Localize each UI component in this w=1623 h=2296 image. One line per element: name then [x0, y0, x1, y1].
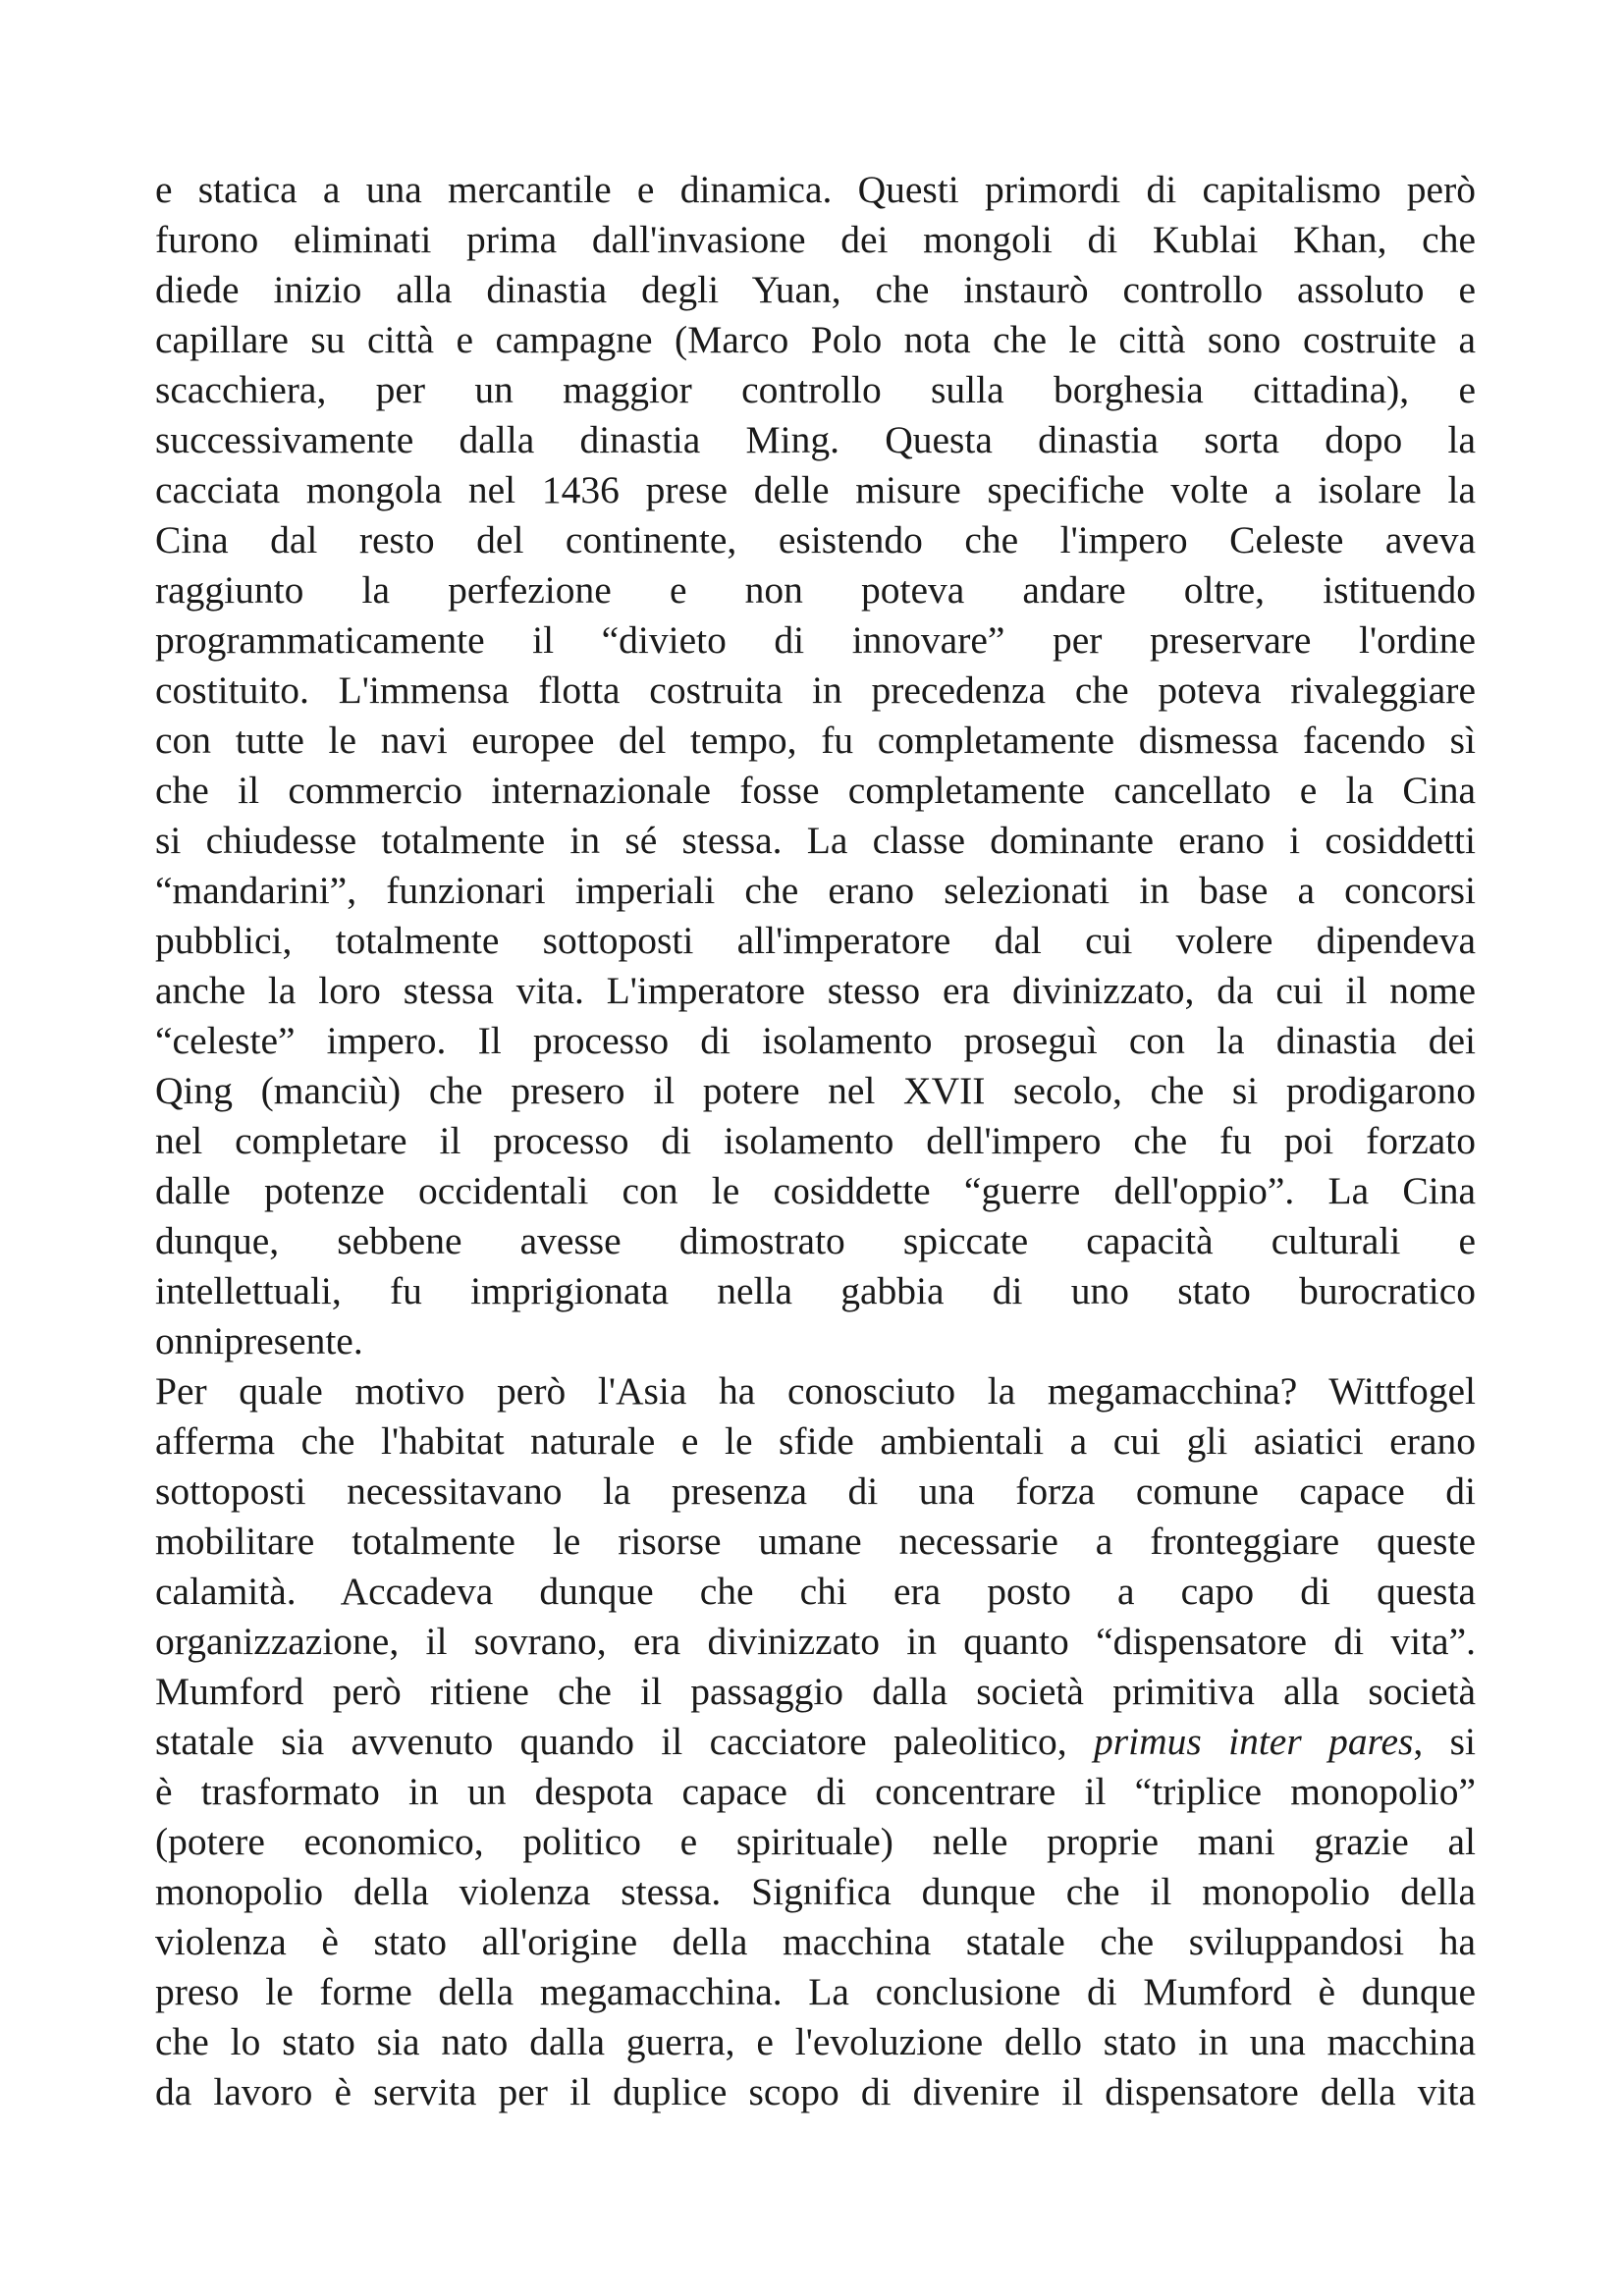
text-line: successivamente dalla dinastia Ming. Questa dinastia sorta dopo la — [155, 418, 1476, 461]
text-line: furono eliminati prima dall'invasione dei mongoli di Kublai Khan, che — [155, 218, 1476, 261]
text-line: sottoposti necessitavano la presenza di una forza comune capace di — [155, 1469, 1476, 1513]
text-line: che lo stato sia nato dalla guerra, e l'evoluzione dello stato in una macchina — [155, 2020, 1476, 2063]
text-line: Cina dal resto del continente, esistendo che l'impero Celeste aveva — [155, 518, 1476, 561]
text-line-with-italic — [155, 1717, 1476, 1767]
text-line: pubblici, totalmente sottoposti all'imperatore dal cui volere dipendeva — [155, 919, 1476, 962]
text-line: anche la loro stessa vita. L'imperatore stesso era divinizzato, da cui il nome — [155, 969, 1476, 1012]
text-segment: statale sia avvenuto quando il cacciatore paleolitico, — [155, 1720, 1094, 1763]
text-line: intellettuali, fu imprigionata nella gabbia di uno stato burocratico — [155, 1269, 1476, 1312]
text-line: raggiunto la perfezione e non poteva andare oltre, istituendo — [155, 568, 1476, 612]
text-line: cacciata mongola nel 1436 prese delle misure specifiche volte a isolare la — [155, 468, 1476, 511]
text-line: preso le forme della megamacchina. La conclusione di Mumford è dunque — [155, 1970, 1476, 2013]
text-line: scacchiera, per un maggior controllo sulla borghesia cittadina), e — [155, 368, 1476, 411]
text-line: “celeste” impero. Il processo di isolamento proseguì con la dinastia dei — [155, 1019, 1476, 1062]
text-line: costituito. L'immensa flotta costruita in precedenza che poteva rivaleggiare — [155, 668, 1476, 712]
text-line: (potere economico, politico e spirituale) nelle proprie mani grazie al — [155, 1820, 1476, 1863]
text-line: capillare su città e campagne (Marco Polo nota che le città sono costruite a — [155, 318, 1476, 361]
text-line: organizzazione, il sovrano, era divinizzato in quanto “dispensatore di vita”. — [155, 1620, 1476, 1663]
text-line: e statica a una mercantile e dinamica. Questi primordi di capitalismo però — [155, 168, 1476, 211]
text-line: Mumford però ritiene che il passaggio dalla società primitiva alla società — [155, 1670, 1476, 1713]
text-line: nel completare il processo di isolamento dell'impero che fu poi forzato — [155, 1119, 1476, 1162]
text-line: che il commercio internazionale fosse completamente cancellato e la Cina — [155, 769, 1476, 812]
text-segment: , si — [1413, 1720, 1476, 1763]
italic-phrase: primus inter pares — [1094, 1720, 1414, 1763]
text-line: afferma che l'habitat naturale e le sfide ambientali a cui gli asiatici erano — [155, 1419, 1476, 1463]
text-line: da lavoro è servita per il duplice scopo di divenire il dispensatore della vita — [155, 2070, 1476, 2113]
text-line: onnipresente. — [155, 1319, 363, 1362]
text-line: dunque, sebbene avesse dimostrato spiccate capacità culturali e — [155, 1219, 1476, 1262]
text-line: calamità. Accadeva dunque che chi era posto a capo di questa — [155, 1570, 1476, 1613]
text-line: si chiudesse totalmente in sé stessa. La classe dominante erano i cosiddetti — [155, 819, 1476, 862]
text-line: violenza è stato all'origine della macchina statale che sviluppandosi ha — [155, 1920, 1476, 1963]
text-line: mobilitare totalmente le risorse umane necessarie a fronteggiare queste — [155, 1520, 1476, 1563]
text-line: è trasformato in un despota capace di concentrare il “triplice monopolio” — [155, 1770, 1476, 1813]
text-line: Qing (manciù) che presero il potere nel XVII secolo, che si prodigarono — [155, 1069, 1476, 1112]
text-line: Per quale motivo però l'Asia ha conosciuto la megamacchina? Wittfogel — [155, 1369, 1476, 1413]
body-text — [155, 165, 1476, 2117]
text-line: dalle potenze occidentali con le cosiddette “guerre dell'oppio”. La Cina — [155, 1169, 1476, 1212]
text-line: monopolio della violenza stessa. Significa dunque che il monopolio della — [155, 1870, 1476, 1913]
text-line: “mandarini”, funzionari imperiali che erano selezionati in base a concorsi — [155, 869, 1476, 912]
text-line: diede inizio alla dinastia degli Yuan, che instaurò controllo assoluto e — [155, 268, 1476, 311]
text-line: con tutte le navi europee del tempo, fu completamente dismessa facendo sì — [155, 719, 1476, 762]
text-line: programmaticamente il “divieto di innovare” per preservare l'ordine — [155, 618, 1476, 662]
